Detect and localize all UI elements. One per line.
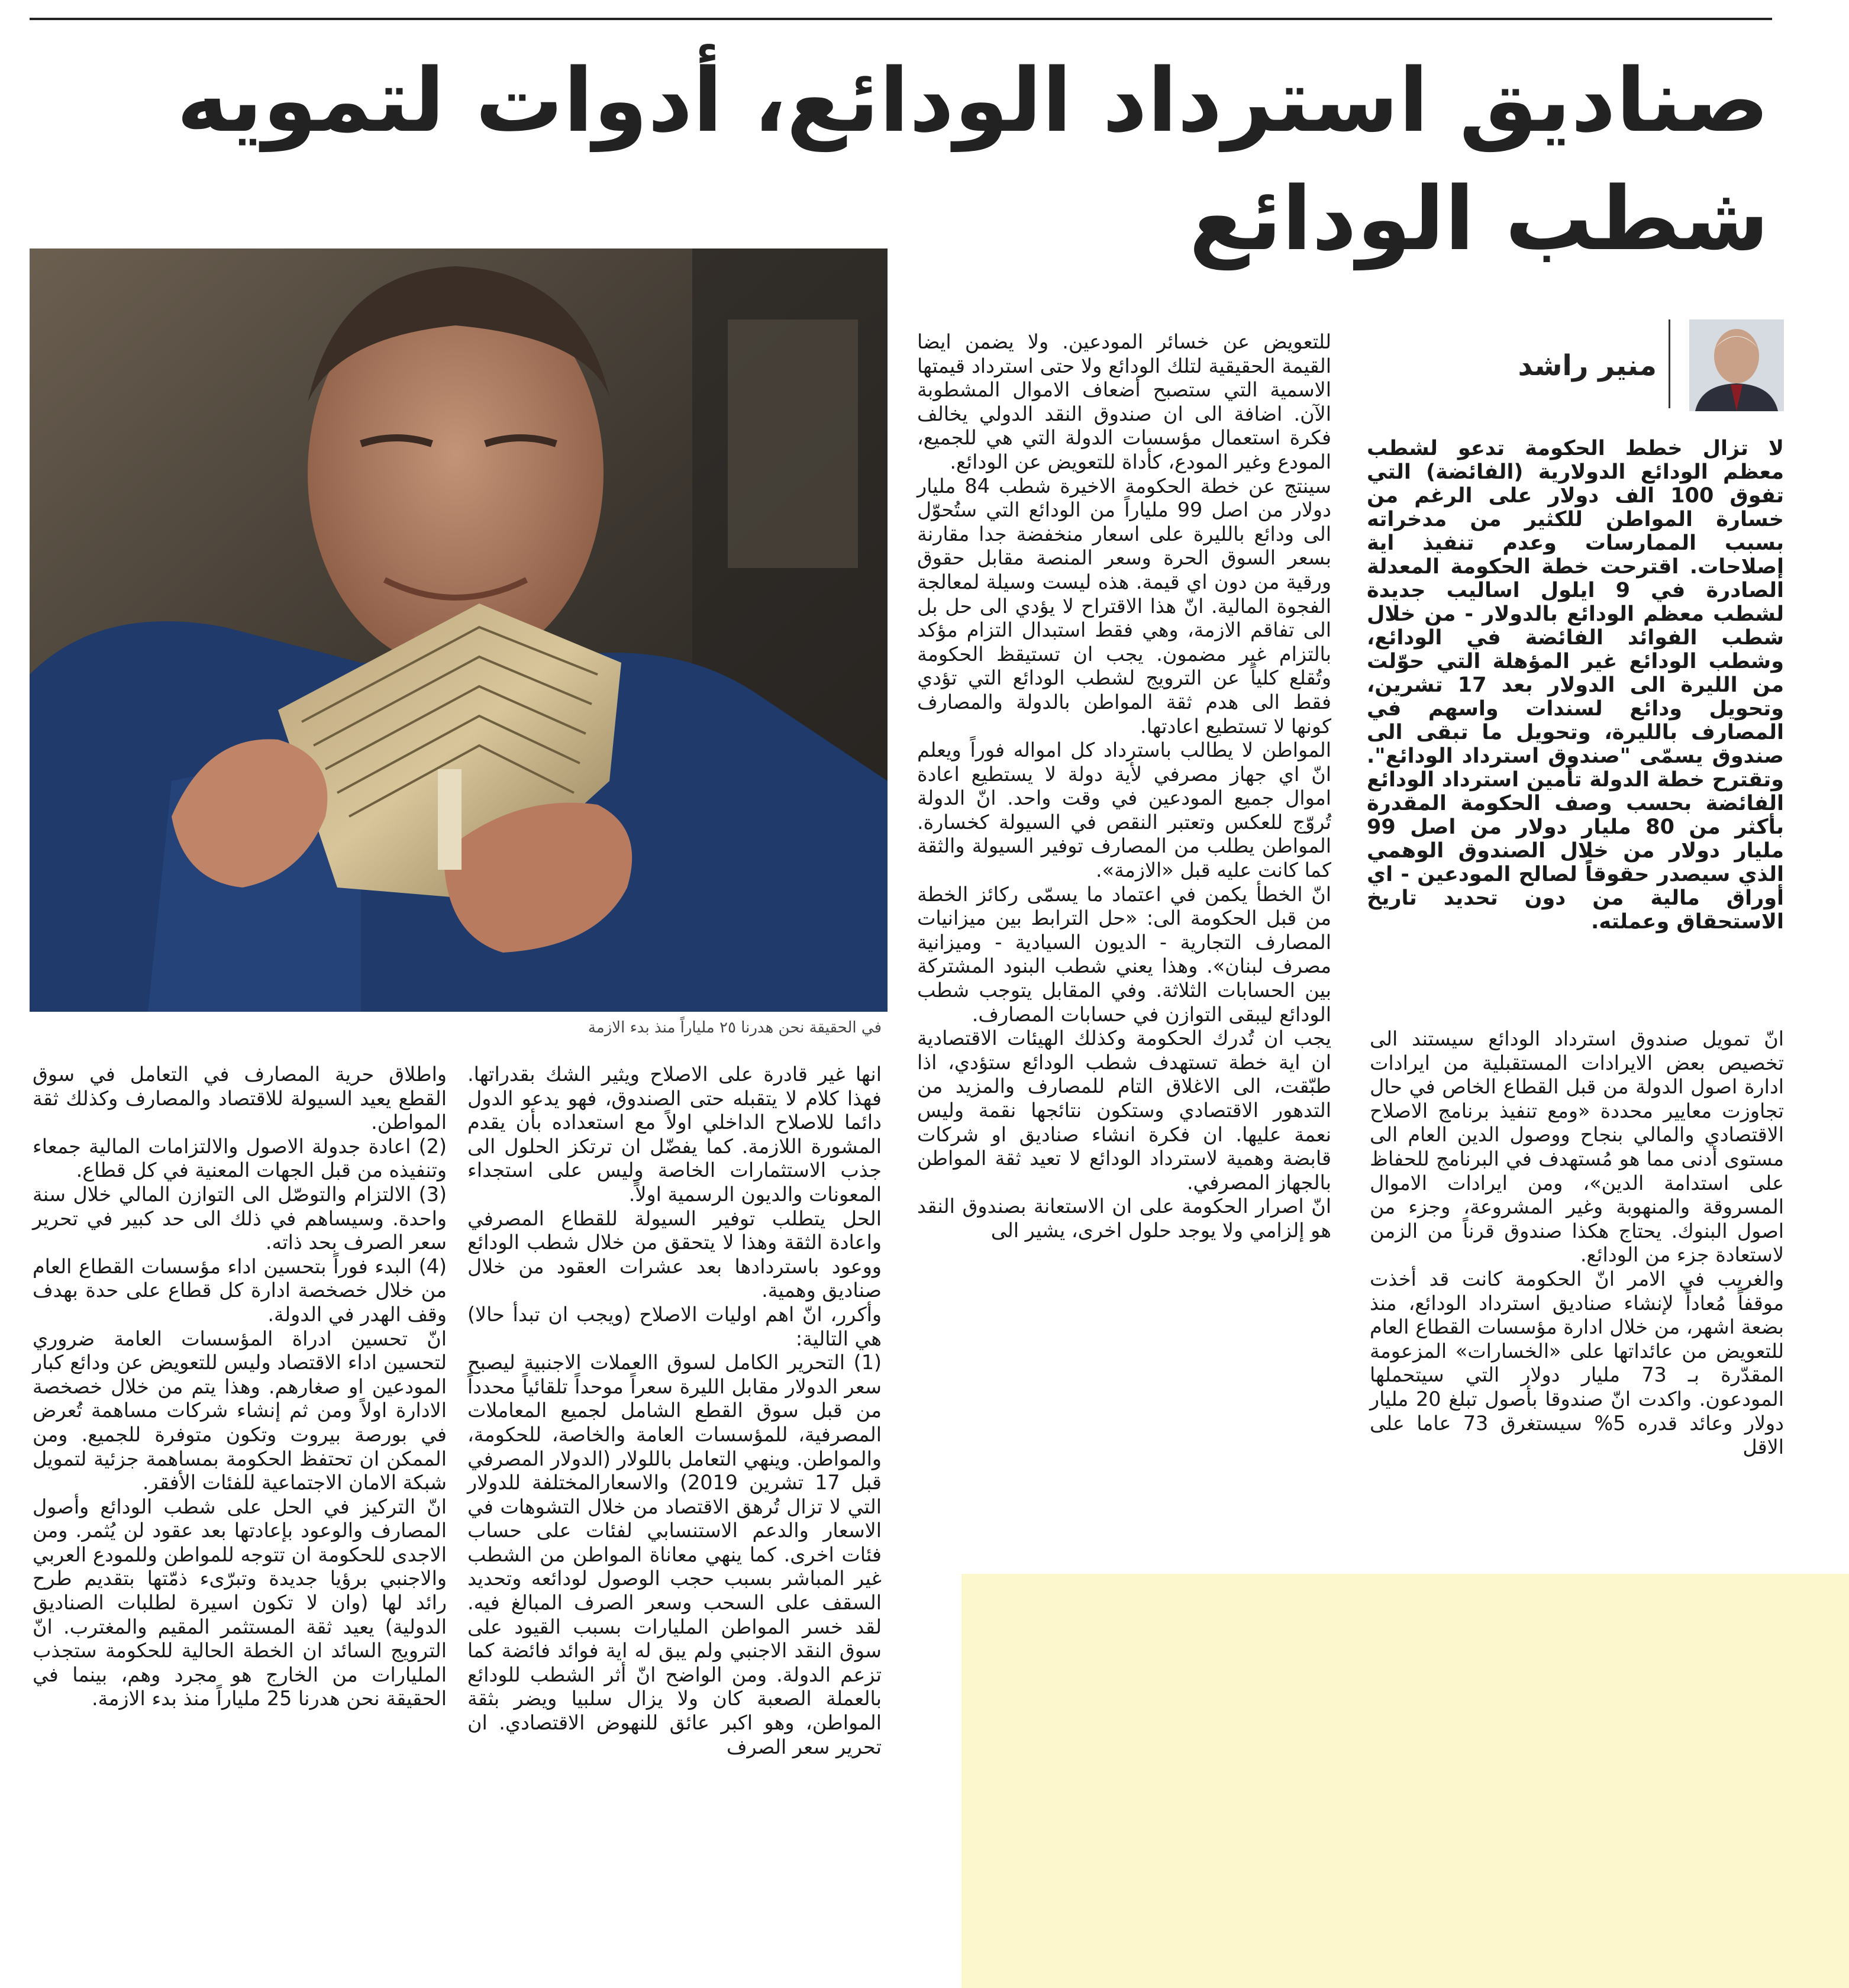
author-name: منير راشد bbox=[1518, 349, 1657, 382]
headline: صناديق استرداد الودائع، أدوات لتمويه شطب الودائع bbox=[176, 50, 1769, 270]
article-column-middle-lower: انها غير قادرة على الاصلاح ويثير الشك بقدراتها. فهذا كلام لا يتقبله حتى الصندوق، فهو يدعو الدول دائما للاصلاح الداخلي اولاً مع استعداده بأن يقدم المشورة اللازمة. كما يفضّل ان ترتكز الحلول الى جذب الاستثمارات الخاصة وليس على استجداء المعونات والديون الرسمية اولاً. الحل يتطلب توفير السيولة للقطاع المصرفي واعادة الثقة وهذا لا يتحقق من خلال شطب الودائع ووعود باستردادها بعد عشرات العقود من خلال صناديق وهمية. وأكرر، انّ اهم اوليات الاصلاح (ويجب ان تبدأ حالا) هي التالية: (1) التحرير الكامل لسوق االعملات الاجنبية ليصبح سعر الدولار مقابل الليرة سعراً موحداً تلقائياً محدداً من قبل سوق القطع الشامل لجميع المعاملات المصرفية، للمؤسسات العامة والخاصة، للحكومة، والمواطن. وينهي التعامل باللولار (الدولار المصرفي قبل 17 تشرين 2019) والاسعارالمختلفة للدولار التي لا تزال تُرهق الاقتصاد من خلال التشوهات في الاسعار والدعم الاستنسابي لفئات على حساب فئات اخرى. كما ينهي معاناة المواطن من الشطب غير المباشر بسبب حجب الوصول لودائعه وتحديد السقف على السحب وسعر الصرف المبالغ فيه. لقد خسر المواطن المليارات بسبب القيود على سوق النقد الاجنبي ولم يبق له اية فوائد فائضة كما تزعم الدولة. ومن الواضح انّ أثر الشطب للودائع بالعملة الصعبة كان ولا يزال سلبيا ويضر بثقة المواطن، وهو اكبر عائق للنهوض الاقتصادي. ان تحرير سعر الصرف bbox=[467, 1063, 882, 1758]
author-separator bbox=[1669, 320, 1670, 408]
article-column-middle-upper: للتعويض عن خسائر المودعين. ولا يضمن ايضا القيمة الحقيقية لتلك الودائع ولا حتى استرداد قيمتها الاسمية التي ستصبح أضعاف الاموال المشطوبة الآن. اضافة الى ان صندوق النقد الدولي يخالف فكرة استعمال مؤسسات الدولة التي هي للجميع، المودع وغير المودع، كأداة للتعويض عن الودائع. سينتج عن خطة الحكومة الاخيرة شطب 84 مليار دولار من اصل 99 ملياراً من الودائع التي ستُحوّل الى ودائع بالليرة على اسعار منخفضة جدا مقارنة بسعر السوق الحرة وسعر المنصة مقابل حقوق ورقية من دون اي قيمة. هذه ليست وسيلة لمعالجة الفجوة المالية. انّ هذا الاقتراح لا يؤدي الى حل بل الى تفاقم الازمة، وهي فقط استبدال التزام مؤكد بالتزام غير مضمون. يجب ان تستيقظ الحكومة وتُقلع كلياً عن الترويج لشطب الودائع التي تؤدي فقط الى هدم ثقة المواطن بالدولة والمصارف كونها لا تستطيع اعادتها. المواطن لا يطالب باسترداد كل امواله فوراً ويعلم انّ اي جهاز مصرفي لأية دولة لا يستطيع اعادة اموال جميع المودعين في وقت واحد. انّ الدولة تُروّج للعكس وتعتبر النقص في السيولة كخسارة. المواطن يطلب من المصارف توفير السيولة والثقة كما كانت عليه قبل «الازمة». انّ الخطأ يكمن في اعتماد ما يسمّى ركائز الخطة من قبل الحكومة الى: «حل الترابط بين ميزانيات المصارف التجارية - الديون السيادية - وميزانية مصرف لبنان». وهذا يعني شطب البنود المشتركة بين الحسابات الثلاثة. وفي المقابل يتوجب شطب الودائع ليبقى التوازن في حسابات المصارف. يجب ان تُدرك الحكومة وكذلك الهيئات الاقتصادية ان اية خطة تستهدف شطب الودائع ستؤدي، اذا طبّقت، الى الاغلاق التام للمصارف والمزيد من التدهور الاقتصادي وستكون نتائجها نقمة وليس نعمة عليها. ان فكرة انشاء صناديق او شركات قابضة وهمية لاسترداد الودائع لا تعيد ثقة المواطن بالجهاز المصرفي. انّ اصرار الحكومة على ان الاستعانة بصندوق النقد هو إلزامي ولا يوجد حلول اخرى، يشير الى bbox=[917, 330, 1332, 1242]
top-rule bbox=[30, 18, 1772, 20]
photo-caption: في الحقيقة نحن هدرنا ٢٥ ملياراً منذ بدء الازمة bbox=[588, 1019, 882, 1037]
main-photo bbox=[30, 248, 888, 1012]
article-column-left: واطلاق حرية المصارف في التعامل في سوق القطع يعيد السيولة للاقتصاد والمصارف وكذلك ثقة المواطن. (2) اعادة جدولة الاصول والالتزامات المالية جمعاء وتنفيذه من قبل الجهات المعنية في كل قطاع. (3) الالتزام والتوصّل الى التوازن المالي خلال سنة واحدة. وسيساهم في ذلك الى حد كبير في تحرير سعر الصرف بحد ذاته. (4) البدء فوراً بتحسين اداء مؤسسات القطاع العام من خلال خصخصة ادارة كل قطاع على حدة بهدف وقف الهدر في الدولة. انّ تحسين ادراة المؤسسات العامة ضروري لتحسين اداء الاقتصاد وليس للتعويض عن ودائع كبار المودعين او صغارهم. وهذا يتم من خلال خصخصة الادارة اولاً ومن ثم إنشاء شركات مساهمة تُعرض في بورصة بيروت وتكون متوفرة للجميع. ومن الممكن ان تحتفظ الحكومة بمساهمة جزئية لتمويل شبكة الامان الاجتماعية للفئات الأفقر. انّ التركيز في الحل على شطب الودائع وأصول المصارف والوعود بإعادتها بعد عقود لن يُثمر. ومن الاجدى للحكومة ان تتوجه للمواطن وللمودع العربي والاجنبي برؤيا جديدة وتبرّىء ذمّتها بتقديم طرح رائد لها (وان لا تكون اسيرة لطلبات الصناديق الدولية) يعيد ثقة المستثمر المقيم والمغترب. انّ الترويج السائد ان الخطة الحالية للحكومة ستجذب المليارات من الخارج هو مجرد وهم، بينما في الحقيقة نحن هدرنا 25 ملياراً منذ بدء الازمة. bbox=[33, 1063, 447, 1711]
article-column-right: انّ تمويل صندوق استرداد الودائع سيستند الى تخصيص بعض الايرادات المستقبلية من ايرادات ادارة اصول الدولة من قبل القطاع الخاص في حال تجاوزت معايير محددة «ومع تنفيذ برنامج الاصلاح الاقتصادي والمالي بنجاح ووصول الدين العام الى مستوى أدنى مما هو مُستهدف في البرنامج للحفاظ على استدامة الدين»، ومن ايرادات الاموال المسروقة والمنهوبة وغير المشروعة، وجزء من اصول البنوك. يحتاج هكذا صندوق قرناً من الزمن لاستعادة جزء من الودائع. والغريب في الامر انّ الحكومة كانت قد أخذت موقفاً مُعاداً لإنشاء صناديق استرداد الودائع، منذ بضعة اشهر، من خلال ادارة مؤسسات القطاع العام للتعويض من عائداتها على «الخسارات» المزعومة المقدّرة بـ 73 مليار دولار التي سيتحملها المودعون. واكدت انّ صندوقا بأصول تبلغ 20 مليار دولار وعائد قدره 5% سيستغرق 73 عاما على الاقل bbox=[1370, 1027, 1784, 1459]
author-avatar bbox=[1689, 320, 1784, 411]
man-counting-money-image bbox=[30, 248, 888, 1012]
advertisement-block bbox=[961, 1574, 1849, 1988]
lede-paragraph: لا تزال خطط الحكومة تدعو لشطب معظم الودائع الدولارية (الفائضة) التي تفوق 100 الف دولار على الرغم من خسارة المواطن للكثير من مدخراته بسبب الممارسات وعدم تنفيذ اية إصلاحات. اقترحت خطة الحكومة المعدلة الصادرة في 9 ايلول اساليب جديدة لشطب معظم الودائع بالدولار - من خلال شطب الفوائد الفائضة في الودائع، وشطب الودائع غير المؤهلة التي حوّلت من الليرة الى الدولار بعد 17 تشرين، وتحويل ودائع لسندات واسهم في المصارف بالليرة، وتحويل ما تبقى الى صندوق يسمّى "صندوق استرداد الودائع". وتقترح خطة الدولة تأمين استرداد الودائع الفائضة بحسب وصف الحكومة المقدرة بأكثر من 80 مليار دولار من اصل 99 مليار دولار من خلال الصندوق الوهمي الذي سيصدر حقوقاً لصالح المودعين - اي أوراق مالية من دون تحديد تاريخ الاستحقاق وعملته. bbox=[1367, 437, 1784, 934]
